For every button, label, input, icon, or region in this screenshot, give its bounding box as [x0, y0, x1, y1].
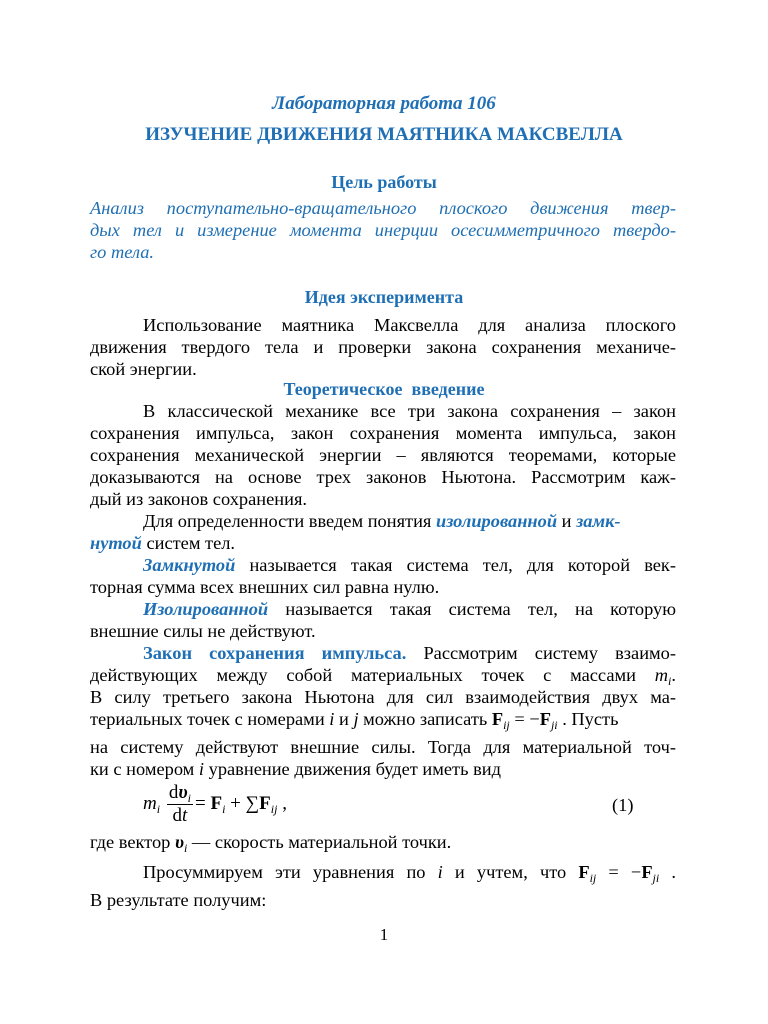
definitions-line	[143, 511, 676, 533]
goal-line: го тела.	[90, 242, 154, 262]
index-j: j	[353, 709, 359, 729]
mass-symbol: m	[654, 665, 669, 685]
index-i: i	[198, 759, 205, 779]
term-momentum-law: Закон сохранения импульса.	[143, 643, 407, 663]
momentum-line: на систему действуют внешние силы. Тогда для материальной точ-	[90, 737, 676, 757]
velocity-line	[90, 832, 676, 854]
momentum-line	[90, 665, 676, 687]
derivative-fraction: $\frac{d\upsilon_i}{dt}$	[168, 782, 191, 826]
theory-line: доказываются на основе трех законов Ньютона. Рассмотрим каж-	[90, 467, 676, 487]
index-i: i	[437, 862, 443, 882]
equation-of-motion: $m_i$ $\frac{d\upsilon_i}{dt}$ = $F_i + \sum F_{ij}$ ,	[143, 782, 287, 826]
result-line: В результате получим:	[90, 890, 267, 910]
term-closed: Замкнутой	[143, 555, 236, 575]
text: — скорость материальной точки.	[187, 832, 452, 852]
closed-def-line	[143, 555, 676, 577]
theory-line: сохранения механической энергии – являются теоремами, которые	[90, 445, 676, 465]
text: .	[671, 665, 676, 685]
idea-heading: Идея эксперимента	[304, 287, 464, 307]
text: можно записать	[358, 709, 492, 729]
text: и учтем, что	[442, 862, 579, 882]
newton-third-law-formula: $F_{ij} = -F_{ji}$ .	[578, 862, 676, 885]
text: Для определенности введем понятия	[143, 511, 436, 531]
closed-def-line: торная сумма всех внешних сил равна нулю.	[90, 577, 440, 597]
term-closed: замк-	[576, 511, 621, 531]
term-isolated: Изолированной	[143, 599, 269, 619]
term-isolated: изолированной	[435, 511, 558, 531]
theory-line: В классической механике все три закона сохранения – закон	[143, 401, 676, 421]
isolated-def-line: внешние силы не действуют.	[90, 621, 316, 641]
definitions-line	[90, 533, 676, 555]
page-title: ИЗУЧЕНИЕ ДВИЖЕНИЯ МАЯТНИКА МАКСВЕЛЛА	[145, 124, 623, 145]
text: и	[557, 511, 577, 531]
lab-number: Лабораторная работа 106	[272, 93, 496, 114]
term-closed: нутой	[90, 533, 142, 553]
text: Просуммируем эти уравнения по	[143, 862, 438, 882]
text: . Пусть	[557, 709, 619, 729]
momentum-line: В силу третьего закона Ньютона для сил взаимодействия двух ма-	[90, 687, 676, 707]
goal-heading: Цель работы	[331, 172, 437, 192]
newton-third-law-formula: $F_{ij} = -F_{ji}$	[491, 709, 558, 732]
page-number: 1	[379, 925, 389, 944]
text: и	[334, 709, 354, 729]
theory-heading: Теоретическое введение	[283, 379, 485, 399]
text: действующих между собой материальных точек с массами	[90, 665, 655, 685]
equation-number: (1)	[612, 795, 634, 815]
text: систем тел.	[141, 533, 236, 553]
theory-line: сохранения импульса, закон сохранения момента импульса, закон	[90, 423, 676, 443]
theory-line: дый из законов сохранения.	[90, 489, 307, 509]
goal-line: дых тел и измерение момента инерции осесимметричного твердо-	[90, 220, 676, 240]
text: называется такая система тел, на которую	[268, 599, 676, 619]
index-i: i	[329, 709, 335, 729]
isolated-def-line	[143, 599, 676, 621]
momentum-line	[143, 643, 676, 665]
text: ки с номером	[90, 759, 199, 779]
text: териальных точек с номерами	[90, 709, 330, 729]
summation-line	[143, 862, 676, 884]
velocity-symbol: $\upsilon_i$	[174, 832, 188, 855]
idea-line: Использование маятника Максвелла для анализа плоского	[143, 315, 676, 335]
text: уравнение движения будет иметь вид	[204, 759, 501, 779]
text: Рассмотрим систему взаимо-	[406, 643, 676, 663]
text: называется такая система тел, для которой век-	[235, 555, 676, 575]
idea-line: ской энергии.	[90, 359, 197, 379]
text: где вектор	[90, 832, 175, 852]
idea-line: движения твердого тела и проверки закона сохранения механиче-	[90, 337, 676, 357]
momentum-line	[90, 709, 676, 731]
momentum-line	[90, 759, 676, 781]
index-i: i	[668, 674, 672, 688]
goal-line: Анализ поступательно-вращательного плоского движения твер-	[90, 198, 676, 218]
